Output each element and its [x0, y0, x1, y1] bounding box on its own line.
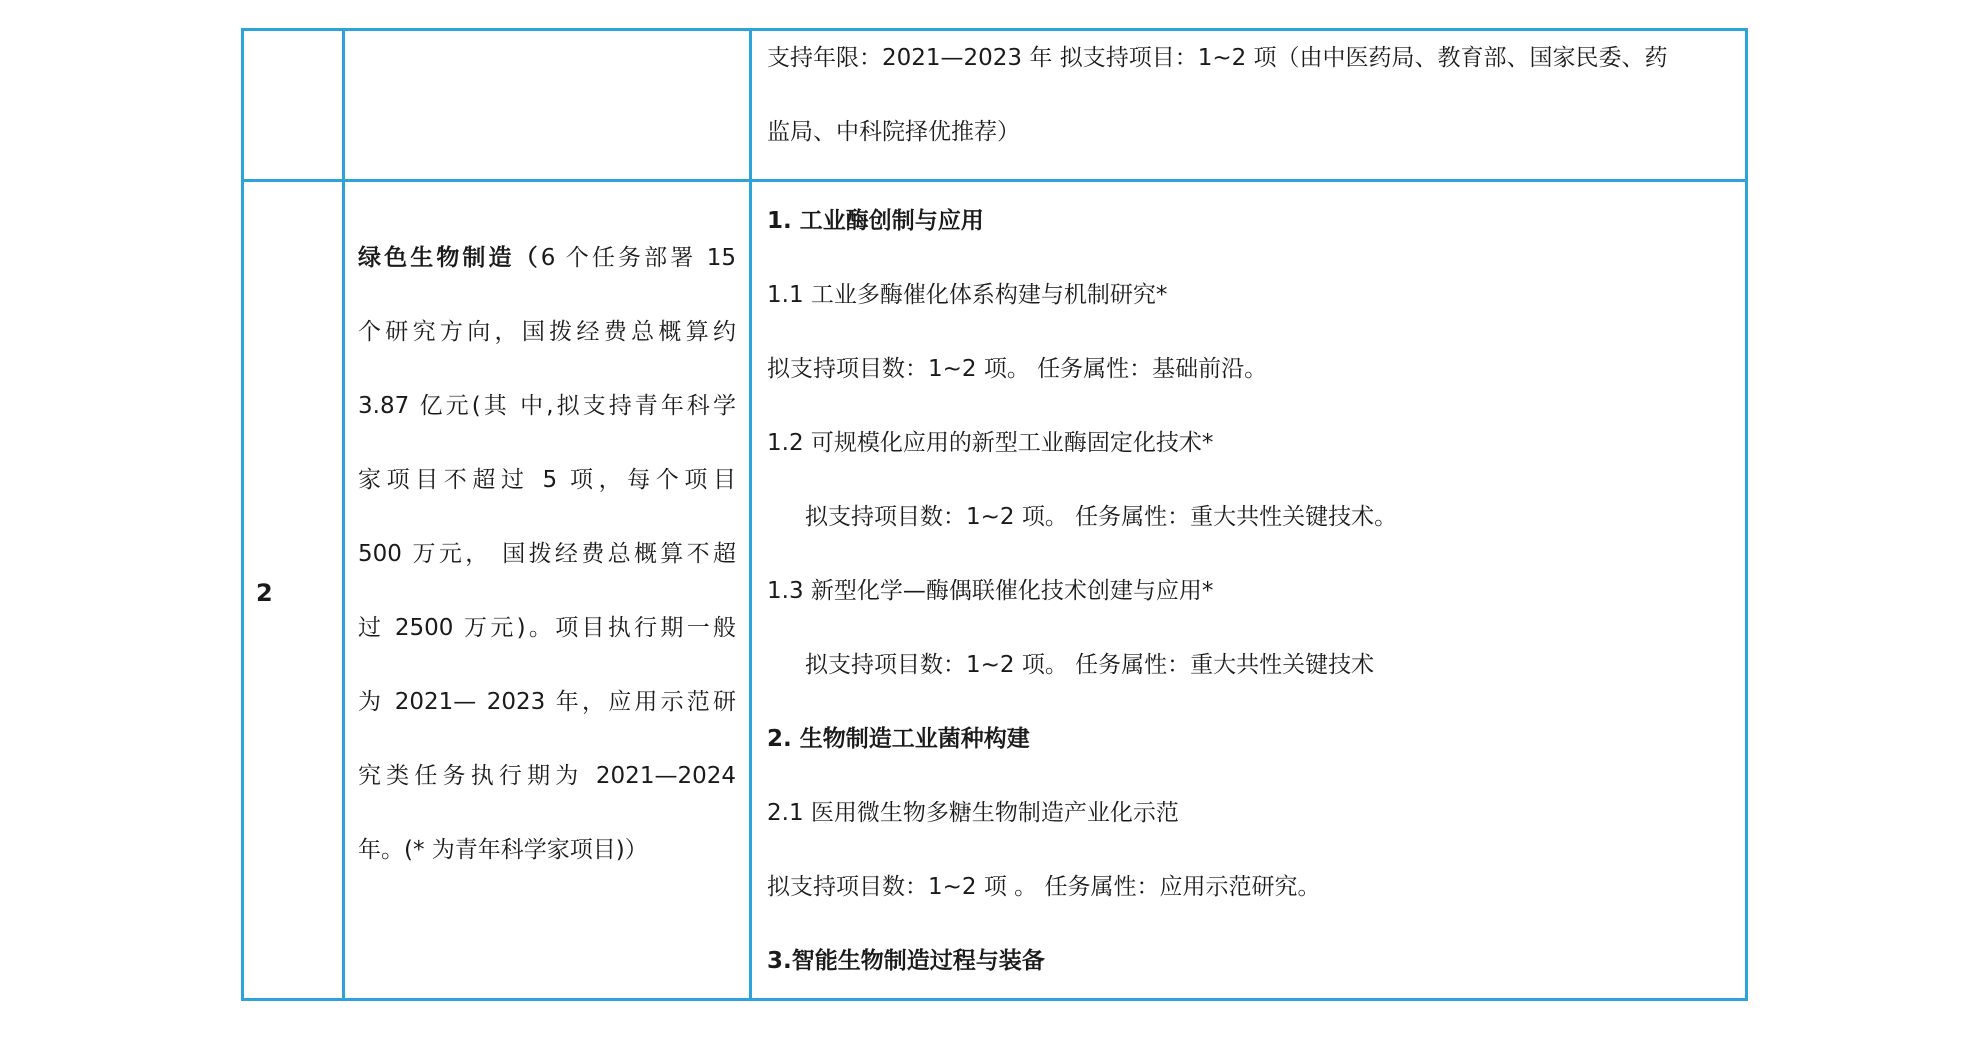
subsection-2-1: 2.1 医用微生物多糖生物制造产业化示范: [767, 800, 1179, 826]
subsection-1-1-detail: 拟支持项目数：1~2 项。 任务属性：基础前沿。: [767, 356, 1268, 382]
subsection-1-3: 1.3 新型化学—酶偶联催化技术创建与应用*: [767, 578, 1214, 604]
column-divider-2: [749, 31, 752, 998]
row2-description: [358, 221, 736, 887]
row-divider: [244, 179, 1745, 182]
heading-1: 1. 工业酶创制与应用: [767, 208, 984, 234]
description-line-8: 究类任务执行期为 2021—2024: [358, 763, 736, 789]
row1-content-line-2: 监局、中科院择优推荐）: [767, 119, 1020, 145]
subsection-2-1-detail: 拟支持项目数：1~2 项 。 任务属性：应用示范研究。: [767, 874, 1321, 900]
description-line-4: 家项目不超过 5 项，每个项目: [358, 467, 736, 493]
subsection-1-2-detail: 拟支持项目数：1~2 项。 任务属性：重大共性关键技术。: [805, 504, 1398, 530]
heading-3: 3.智能生物制造过程与装备: [767, 948, 1045, 974]
description-line-5: 500 万元， 国拨经费总概算不超: [358, 541, 736, 567]
description-line-1-rest: 6 个任务部署 15: [540, 245, 736, 271]
heading-2: 2. 生物制造工业菌种构建: [767, 726, 1030, 752]
subsection-1-1: 1.1 工业多酶催化体系构建与机制研究*: [767, 282, 1168, 308]
description-line-2: 个研究方向，国拨经费总概算约: [358, 319, 736, 345]
subsection-1-3-detail: 拟支持项目数：1~2 项。 任务属性：重大共性关键技术: [805, 652, 1375, 678]
row2-number: 2: [256, 579, 273, 607]
subsection-1-2: 1.2 可规模化应用的新型工业酶固定化技术*: [767, 430, 1214, 456]
description-line-1: [358, 221, 736, 295]
description-line-6: 过 2500 万元)。项目执行期一般: [358, 615, 736, 641]
description-line-7: 为 2021— 2023 年，应用示范研: [358, 689, 736, 715]
task-table: [241, 28, 1748, 1001]
row1-content-line-1: 支持年限：2021—2023 年 拟支持项目：1~2 项（由中医药局、教育部、国家民委、药: [767, 45, 1668, 71]
description-line-3: 3.87 亿元(其 中,拟支持青年科学: [358, 393, 736, 419]
column-divider-1: [342, 31, 345, 998]
description-title: 绿色生物制造（: [358, 245, 541, 271]
description-line-9: 年。(* 为青年科学家项目)）: [358, 837, 648, 863]
